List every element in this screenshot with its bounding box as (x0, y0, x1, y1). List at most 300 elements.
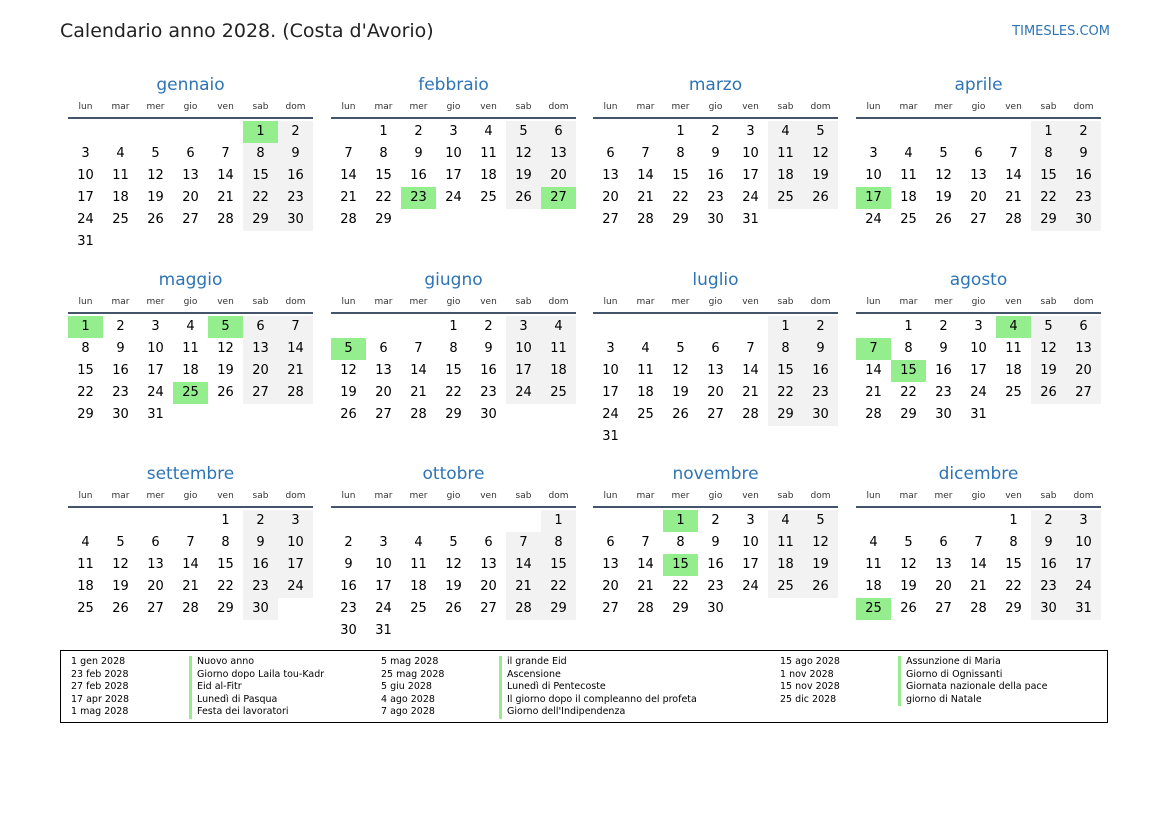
day-cell: 22 (672, 579, 689, 594)
day-cell: 4 (768, 121, 803, 143)
day-cell: 10 (278, 532, 313, 554)
day-cell: 5 (506, 121, 541, 143)
day-cell: 5 (904, 535, 913, 550)
day-cell: 21 (1005, 190, 1022, 205)
weekday-label: mer (671, 102, 690, 112)
day-cell: 20 (243, 360, 278, 382)
day-cell: 26 (445, 601, 462, 616)
day-cell: 14 (970, 557, 987, 572)
weekday-label: lun (341, 297, 356, 307)
day-cell: 6 (606, 146, 615, 161)
holiday-name: Nuovo anno (189, 656, 389, 669)
empty-cell (996, 121, 1031, 143)
day-cell: 9 (344, 557, 353, 572)
day-cell: 21 (182, 579, 199, 594)
holiday-date: 1 gen 2028 (71, 656, 126, 667)
day-cell: 3 (81, 146, 90, 161)
day-cell: 26 (506, 187, 541, 209)
holiday-date: 5 giu 2028 (381, 681, 432, 693)
weekday-label: gio (446, 102, 461, 112)
empty-cell (173, 510, 208, 532)
day-cell: 7 (974, 535, 983, 550)
day-cell: 24 (742, 190, 759, 205)
day-cell: 1 (1009, 513, 1018, 528)
day-cell: 20 (375, 385, 392, 400)
day-cell: 22 (1005, 579, 1022, 594)
month-divider (856, 117, 1101, 119)
day-cell: 11 (480, 146, 497, 161)
day-cell: 4 (186, 319, 195, 334)
holiday-name: giorno di Natale (898, 694, 1098, 707)
site-link[interactable]: TIMESLES.COM (1012, 24, 1110, 39)
holiday-legend (60, 650, 1108, 723)
day-cell: 27 (970, 212, 987, 227)
day-cell: 14 (182, 557, 199, 572)
weekday-label: lun (866, 102, 881, 112)
weekday-label: mar (111, 102, 130, 112)
day-cell: 14 (1005, 168, 1022, 183)
day-cell: 13 (182, 168, 199, 183)
weekday-label: sab (252, 102, 269, 112)
day-cell: 20 (147, 579, 164, 594)
day-cell: 8 (1009, 535, 1018, 550)
weekday-label: ven (480, 491, 497, 501)
weekday-label: gio (708, 102, 723, 112)
day-cell: 22 (541, 576, 576, 598)
weekday-label: sab (515, 297, 532, 307)
day-cell: 31 (375, 623, 392, 638)
day-grid (68, 510, 313, 620)
day-cell: 27 (1066, 382, 1101, 404)
empty-cell (506, 510, 541, 532)
weekday-label: lun (866, 297, 881, 307)
day-cell: 4 (904, 146, 913, 161)
day-cell: 28 (340, 212, 357, 227)
month-divider (593, 312, 838, 314)
day-cell: 27 (602, 601, 619, 616)
weekday-label: mer (409, 297, 428, 307)
day-cell: 6 (186, 146, 195, 161)
holiday-name: il grande Eid (499, 656, 699, 669)
day-cell: 13 (243, 338, 278, 360)
empty-cell (961, 510, 996, 532)
day-cell: 18 (768, 554, 803, 576)
day-cell: 28 (1005, 212, 1022, 227)
day-cell: 22 (243, 187, 278, 209)
day-cell: 24 (970, 385, 987, 400)
day-cell: 25 (1005, 385, 1022, 400)
day-cell: 9 (711, 146, 720, 161)
day-cell: 9 (939, 341, 948, 356)
day-cell: 28 (278, 382, 313, 404)
weekday-header (68, 486, 313, 506)
day-cell: 15 (768, 360, 803, 382)
day-cell: 13 (602, 168, 619, 183)
day-cell: 15 (77, 363, 94, 378)
month-name: febbraio (418, 75, 489, 95)
empty-cell (138, 121, 173, 143)
weekday-label: mar (636, 297, 655, 307)
day-cell: 25 (768, 187, 803, 209)
day-cell: 28 (410, 407, 427, 422)
holiday-day-cell: 1 (68, 316, 103, 338)
empty-cell (68, 121, 103, 143)
weekday-header (856, 97, 1101, 117)
day-cell: 13 (970, 168, 987, 183)
day-cell: 5 (116, 535, 125, 550)
holiday-day-cell: 4 (996, 316, 1031, 338)
empty-cell (331, 316, 366, 338)
legend-column (780, 656, 1098, 706)
day-cell: 30 (243, 598, 278, 620)
weekday-label: mer (671, 297, 690, 307)
day-cell: 11 (112, 168, 129, 183)
day-cell: 14 (217, 168, 234, 183)
day-cell: 31 (147, 407, 164, 422)
day-cell: 7 (278, 316, 313, 338)
empty-cell (593, 121, 628, 143)
day-cell: 4 (768, 510, 803, 532)
weekday-label: ven (217, 491, 234, 501)
holiday-name: Giornata nazionale della pace (898, 681, 1098, 694)
day-cell: 22 (672, 190, 689, 205)
day-cell: 7 (1009, 146, 1018, 161)
day-cell: 10 (445, 146, 462, 161)
empty-cell (471, 510, 506, 532)
empty-cell (891, 510, 926, 532)
day-cell: 30 (803, 404, 838, 426)
day-cell: 19 (217, 363, 234, 378)
month-dicembre (856, 462, 1101, 620)
empty-cell (926, 121, 961, 143)
day-cell: 15 (1031, 165, 1066, 187)
day-cell: 13 (602, 557, 619, 572)
day-cell: 6 (243, 316, 278, 338)
day-cell: 24 (1066, 576, 1101, 598)
day-cell: 15 (541, 554, 576, 576)
day-cell: 18 (768, 165, 803, 187)
day-cell: 11 (541, 338, 576, 360)
weekday-label: lun (78, 102, 93, 112)
day-cell: 21 (340, 190, 357, 205)
day-cell: 27 (602, 212, 619, 227)
weekday-header (856, 292, 1101, 312)
day-cell: 14 (742, 363, 759, 378)
holiday-day-cell: 1 (243, 121, 278, 143)
day-cell: 31 (970, 407, 987, 422)
weekday-label: lun (341, 491, 356, 501)
day-cell: 29 (672, 601, 689, 616)
month-divider (331, 506, 576, 508)
day-cell: 18 (480, 168, 497, 183)
empty-cell (856, 316, 891, 338)
day-cell: 28 (742, 407, 759, 422)
day-cell: 3 (506, 316, 541, 338)
holiday-name: Festa dei lavoratori (189, 706, 389, 719)
day-cell: 8 (449, 341, 458, 356)
day-cell: 17 (970, 363, 987, 378)
month-name: luglio (692, 270, 739, 290)
day-cell: 25 (541, 382, 576, 404)
day-cell: 10 (602, 363, 619, 378)
day-cell: 29 (1031, 209, 1066, 231)
month-name: dicembre (938, 464, 1019, 484)
day-cell: 12 (803, 532, 838, 554)
weekday-label: lun (603, 491, 618, 501)
empty-cell (366, 316, 401, 338)
day-cell: 24 (506, 382, 541, 404)
day-cell: 16 (410, 168, 427, 183)
day-cell: 31 (77, 234, 94, 249)
month-name: giugno (424, 270, 483, 290)
day-cell: 1 (379, 124, 388, 139)
empty-cell (138, 510, 173, 532)
day-cell: 8 (676, 146, 685, 161)
day-cell: 1 (1031, 121, 1066, 143)
day-cell: 17 (1066, 554, 1101, 576)
day-cell: 13 (1066, 338, 1101, 360)
day-cell: 8 (768, 338, 803, 360)
day-cell: 18 (900, 190, 917, 205)
holiday-day-cell: 23 (401, 187, 436, 209)
day-cell: 13 (707, 363, 724, 378)
weekday-label: sab (515, 491, 532, 501)
day-cell: 18 (182, 363, 199, 378)
day-cell: 17 (77, 190, 94, 205)
day-cell: 20 (541, 165, 576, 187)
holiday-date: 5 mag 2028 (381, 656, 439, 667)
day-cell: 5 (676, 341, 685, 356)
holiday-date: 4 ago 2028 (381, 693, 435, 705)
weekday-label: mar (111, 297, 130, 307)
day-cell: 29 (77, 407, 94, 422)
day-cell: 28 (865, 407, 882, 422)
weekday-label: dom (548, 102, 569, 112)
day-cell: 11 (77, 557, 94, 572)
day-cell: 5 (449, 535, 458, 550)
day-cell: 4 (541, 316, 576, 338)
holiday-day-cell: 15 (891, 360, 926, 382)
weekday-label: sab (252, 297, 269, 307)
holiday-day-cell: 27 (541, 187, 576, 209)
empty-cell (401, 316, 436, 338)
weekday-header (331, 292, 576, 312)
day-cell: 2 (116, 319, 125, 334)
empty-cell (961, 121, 996, 143)
weekday-label: ven (217, 102, 234, 112)
day-cell: 23 (803, 382, 838, 404)
day-cell: 28 (637, 601, 654, 616)
day-cell: 21 (217, 190, 234, 205)
weekday-header (856, 486, 1101, 506)
month-luglio (593, 268, 838, 448)
day-cell: 21 (410, 385, 427, 400)
day-cell: 10 (742, 535, 759, 550)
day-cell: 17 (742, 557, 759, 572)
day-cell: 6 (606, 535, 615, 550)
empty-cell (891, 121, 926, 143)
weekday-label: sab (1040, 297, 1057, 307)
weekday-label: dom (810, 297, 831, 307)
day-grid (331, 316, 576, 426)
day-cell: 10 (147, 341, 164, 356)
day-cell: 11 (182, 341, 199, 356)
day-cell: 11 (637, 363, 654, 378)
day-cell: 2 (803, 316, 838, 338)
weekday-label: dom (810, 491, 831, 501)
day-cell: 12 (672, 363, 689, 378)
day-cell: 16 (1031, 554, 1066, 576)
holiday-day-cell: 5 (208, 316, 243, 338)
holiday-day-cell: 5 (331, 338, 366, 360)
day-cell: 19 (803, 554, 838, 576)
day-cell: 22 (1031, 187, 1066, 209)
day-cell: 30 (1066, 209, 1101, 231)
weekday-label: dom (548, 491, 569, 501)
weekday-label: dom (1073, 297, 1094, 307)
day-cell: 14 (637, 557, 654, 572)
day-cell: 4 (484, 124, 493, 139)
day-cell: 26 (803, 187, 838, 209)
day-cell: 6 (1066, 316, 1101, 338)
day-cell: 5 (803, 121, 838, 143)
day-cell: 23 (340, 601, 357, 616)
day-cell: 12 (935, 168, 952, 183)
weekday-label: gio (446, 491, 461, 501)
day-cell: 5 (151, 146, 160, 161)
day-cell: 17 (147, 363, 164, 378)
weekday-label: lun (341, 102, 356, 112)
day-cell: 9 (803, 338, 838, 360)
day-cell: 21 (970, 579, 987, 594)
day-cell: 15 (445, 363, 462, 378)
day-grid (856, 121, 1101, 231)
day-grid (856, 316, 1101, 426)
holiday-name: Giorno dell'Indipendenza (499, 706, 699, 719)
day-cell: 31 (1066, 598, 1101, 620)
weekday-label: gio (971, 102, 986, 112)
weekday-label: gio (708, 491, 723, 501)
day-cell: 10 (865, 168, 882, 183)
day-cell: 23 (707, 190, 724, 205)
day-cell: 9 (116, 341, 125, 356)
day-cell: 7 (186, 535, 195, 550)
day-cell: 21 (637, 190, 654, 205)
day-cell: 19 (445, 579, 462, 594)
holiday-date: 7 ago 2028 (381, 706, 435, 718)
weekday-label: gio (971, 491, 986, 501)
day-cell: 31 (602, 429, 619, 444)
day-cell: 11 (1005, 341, 1022, 356)
day-cell: 14 (637, 168, 654, 183)
weekday-label: sab (777, 297, 794, 307)
day-cell: 16 (935, 363, 952, 378)
day-cell: 29 (217, 601, 234, 616)
day-cell: 26 (935, 212, 952, 227)
day-cell: 4 (116, 146, 125, 161)
weekday-header (68, 97, 313, 117)
day-cell: 19 (900, 579, 917, 594)
day-cell: 15 (375, 168, 392, 183)
day-cell: 29 (243, 209, 278, 231)
day-cell: 29 (672, 212, 689, 227)
empty-cell (593, 510, 628, 532)
day-cell: 15 (672, 168, 689, 183)
holiday-name: Lunedì di Pentecoste (499, 681, 699, 694)
day-cell: 3 (974, 319, 983, 334)
empty-cell (436, 510, 471, 532)
day-cell: 20 (970, 190, 987, 205)
weekday-label: sab (777, 102, 794, 112)
holiday-date: 1 mag 2028 (71, 706, 129, 718)
day-cell: 4 (869, 535, 878, 550)
day-cell: 16 (480, 363, 497, 378)
day-cell: 2 (344, 535, 353, 550)
day-cell: 23 (112, 385, 129, 400)
day-cell: 7 (641, 535, 650, 550)
day-cell: 12 (445, 557, 462, 572)
holiday-name: Lunedì di Pasqua (189, 694, 389, 707)
empty-cell (856, 121, 891, 143)
empty-cell (331, 121, 366, 143)
month-divider (593, 506, 838, 508)
day-grid (68, 316, 313, 426)
day-cell: 25 (900, 212, 917, 227)
day-cell: 29 (768, 404, 803, 426)
day-cell: 12 (340, 363, 357, 378)
holiday-name: Giorno dopo Laila tou-Kadr (189, 669, 389, 682)
month-settembre (68, 462, 313, 620)
weekday-label: sab (1040, 491, 1057, 501)
day-cell: 18 (410, 579, 427, 594)
day-cell: 23 (278, 187, 313, 209)
day-cell: 26 (900, 601, 917, 616)
month-name: maggio (158, 270, 223, 290)
month-divider (856, 506, 1101, 508)
day-cell: 16 (112, 363, 129, 378)
day-cell: 16 (707, 168, 724, 183)
day-cell: 22 (900, 385, 917, 400)
day-cell: 19 (340, 385, 357, 400)
day-cell: 10 (970, 341, 987, 356)
day-cell: 3 (606, 341, 615, 356)
weekday-label: ven (480, 102, 497, 112)
day-cell: 23 (707, 579, 724, 594)
month-novembre (593, 462, 838, 620)
day-cell: 30 (935, 407, 952, 422)
day-cell: 2 (939, 319, 948, 334)
day-cell: 20 (602, 190, 619, 205)
day-cell: 6 (541, 121, 576, 143)
day-cell: 12 (147, 168, 164, 183)
day-cell: 8 (81, 341, 90, 356)
weekday-label: mer (671, 491, 690, 501)
day-cell: 12 (900, 557, 917, 572)
day-grid (593, 121, 838, 231)
weekday-label: lun (866, 491, 881, 501)
day-cell: 14 (865, 363, 882, 378)
day-cell: 17 (602, 385, 619, 400)
weekday-label: gio (183, 297, 198, 307)
weekday-label: gio (183, 102, 198, 112)
day-cell: 9 (243, 532, 278, 554)
day-cell: 27 (147, 601, 164, 616)
day-cell: 24 (602, 407, 619, 422)
month-divider (593, 117, 838, 119)
weekday-label: dom (285, 297, 306, 307)
holiday-day-cell: 7 (856, 338, 891, 360)
day-cell: 12 (217, 341, 234, 356)
